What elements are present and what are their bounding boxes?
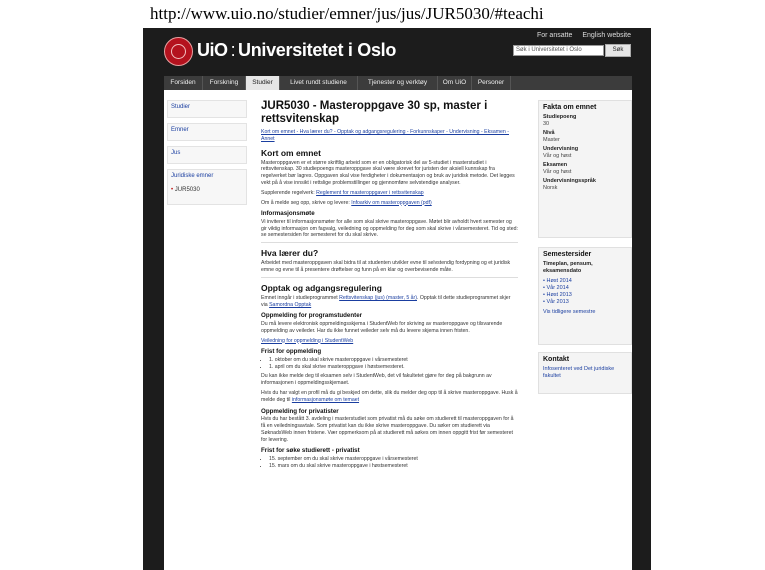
frist-list bbox=[261, 357, 518, 371]
opptak-text-1: Emnet inngår i studieprogrammet bbox=[261, 294, 338, 301]
link-english-website[interactable]: English website bbox=[582, 32, 631, 39]
fact-label: Undervisningsspråk bbox=[543, 178, 596, 184]
university-name[interactable]: Universitetet i Oslo bbox=[238, 40, 397, 60]
infoark-link[interactable]: Infoarkiv om masteroppgaven (pdf) bbox=[351, 199, 432, 206]
divider bbox=[261, 277, 518, 278]
main-nav bbox=[164, 76, 632, 90]
contact-box bbox=[538, 352, 632, 394]
list-item: • 15. september om du skal skrive masteroppgave i vårsemesteret bbox=[269, 456, 518, 463]
heading-opptak: Opptak og adgangsregulering bbox=[261, 282, 382, 293]
heading-kort-om-emnet: Kort om emnet bbox=[261, 147, 321, 158]
fact-item bbox=[543, 178, 627, 192]
previous-semesters-link[interactable]: Vis tidligere semestre bbox=[543, 309, 596, 315]
uio-seal-logo[interactable] bbox=[164, 37, 193, 66]
quick-links[interactable]: Kort om emnet - Hva lærer du? - Opptak og adgangsregulering - Forkunnskaper - Undervisning - Eksamen - Annet bbox=[261, 129, 509, 142]
semester-title: Semestersider bbox=[543, 251, 592, 258]
samordna-opptak-link[interactable]: Samordna Opptak bbox=[269, 301, 312, 308]
tab-studier[interactable]: Studier bbox=[246, 76, 280, 90]
facts-title: Fakta om emnet bbox=[543, 104, 597, 111]
left-nav-emner[interactable]: Emner bbox=[167, 123, 247, 141]
fact-item bbox=[543, 114, 627, 128]
profil-text: Hvis du har valgt en profil må du gi beskjed om dette, slik du melder deg opp til å skrive masteroppgave. Husk å melde deg til bbox=[261, 390, 518, 403]
fact-value: Vår og høst bbox=[543, 169, 572, 175]
fact-value: Norsk bbox=[543, 185, 558, 191]
semester-subtitle: Timeplan, pensum, eksamensdato bbox=[543, 261, 593, 274]
left-nav-juridiske-emner bbox=[167, 169, 247, 205]
melde-label: Om å melde seg opp, skrive og levere: bbox=[261, 199, 350, 206]
fact-value: Master bbox=[543, 137, 560, 143]
paragraph-opptak bbox=[261, 295, 518, 309]
paragraph-kort-om-emnet: Masteroppgaven er et større skriftlig arbeid som er en obligatorisk del av 5-studiet i masterstudiet i rettsvitenskap. 30 studiepoengs masteroppgave skal være skrevet for juristen der aksiell kunnskap fra regelverket bør lagres. Oppgaven skal vise ferdigheter i dokumentasjon og bruk av juridisk metode. Det legges vekt på å vise innsikt i rettslige problemstillinger og gjennomføre selvstendige analyser. bbox=[261, 159, 515, 186]
contact-title: Kontakt bbox=[543, 356, 570, 363]
semester-box bbox=[538, 247, 632, 345]
veiledning-link[interactable]: Veiledning for oppmelding i StudentWeb bbox=[261, 337, 354, 344]
left-nav-current-label: JUR5030 bbox=[174, 187, 200, 193]
top-links bbox=[529, 32, 631, 39]
paragraph-privatister: Hvis du har bestått 3. avdeling i masterstudiet som privatist må du søke om studierett til masteroppgaven for å få en veiledningsavtale. Som privatist kan du ikke skrive masteroppgave. Du søker om studierett via SøknadsWeb innen fristene. Vær oppmerksom på at studierett må søkes om innen oppgitt frist før semesteret for levering. bbox=[261, 416, 514, 443]
contact-link[interactable]: Infosenteret ved Det juridiske fakultet bbox=[543, 366, 615, 379]
tab-forskning[interactable]: Forskning bbox=[203, 76, 246, 90]
semester-link-host-2014[interactable]: • Høst 2014 bbox=[543, 278, 572, 284]
page-title: JUR5030 - Masteroppgave 30 sp, master i rettsvitenskap bbox=[261, 100, 488, 125]
fact-value: 30 bbox=[543, 121, 550, 127]
left-nav-studier[interactable]: Studier bbox=[167, 100, 247, 118]
fact-item bbox=[543, 162, 627, 176]
site-header bbox=[143, 28, 651, 73]
paragraph-hva-laerer-du: Arbeidet med masteroppgaven skal bidra til at studenten utvikler evne til selvstendig fordypning og et juridisk emne og evne til å presentere drøftelser og funn på en klar og overbevisende måte. bbox=[261, 260, 511, 274]
melde-skrive-levere bbox=[261, 200, 518, 207]
list-item: • 1. april om du skal skrive masteroppgave i høstsemesteret. bbox=[269, 364, 518, 371]
fact-item bbox=[543, 130, 627, 144]
informasjonsmote-link[interactable]: informasjonsmøte om temaet bbox=[291, 396, 360, 403]
tab-forsiden[interactable]: Forsiden bbox=[164, 76, 203, 90]
heading-oppmelding-program: Oppmelding for programstudenter bbox=[261, 312, 363, 320]
semester-link-host-2013[interactable]: • Høst 2013 bbox=[543, 292, 572, 298]
heading-oppmelding-privatister: Oppmelding for privatister bbox=[261, 407, 339, 415]
studierett-list bbox=[261, 456, 518, 470]
heading-informasjonsmote: Informasjonsmøte bbox=[261, 210, 315, 218]
browser-viewport bbox=[143, 28, 651, 570]
bullet-icon: • bbox=[171, 187, 174, 193]
left-nav-current bbox=[171, 187, 243, 193]
fact-item bbox=[543, 146, 627, 160]
tab-tjenester-og-verktoy[interactable]: Tjenester og verktøy bbox=[358, 76, 438, 90]
tab-livet-rundt-studiene[interactable]: Livet rundt studiene bbox=[280, 76, 358, 90]
supplerende-regelverk bbox=[261, 190, 518, 197]
fact-label: Studiepoeng bbox=[543, 114, 577, 120]
page-content bbox=[164, 90, 632, 570]
fact-label: Eksamen bbox=[543, 162, 568, 168]
rettsvitenskap-link[interactable]: Rettsvitenskap (jus) (master, 5 år) bbox=[339, 294, 417, 301]
heading-frist-oppmelding: Frist for oppmelding bbox=[261, 348, 322, 356]
fact-label: Nivå bbox=[543, 130, 555, 136]
left-nav-juridiske-emner-link[interactable]: Juridiske emner bbox=[171, 173, 214, 179]
tab-personer[interactable]: Personer bbox=[472, 76, 511, 90]
link-for-ansatte[interactable]: For ansatte bbox=[536, 32, 573, 39]
heading-hva-laerer-du: Hva lærer du? bbox=[261, 248, 319, 259]
paragraph-oppmelding-program: Du må levere elektronisk oppmeldingsskjema i StudentWeb for skriving av masteroppgave og tilsvarende oppmelding av veileder. Har du ikke funnet veileder selv må du levere skjema innen fristen. bbox=[261, 320, 503, 334]
left-nav-jus[interactable]: Jus bbox=[167, 146, 247, 164]
search-button[interactable]: Søk bbox=[605, 44, 631, 57]
semester-link-var-2013[interactable]: • Vår 2013 bbox=[543, 299, 569, 305]
tab-om-uio[interactable]: Om UiO bbox=[438, 76, 472, 90]
heading-frist-studierett: Frist for søke studierett - privatist bbox=[261, 447, 360, 455]
search-input[interactable]: Søk i Universitetet i Oslo bbox=[513, 45, 604, 56]
semester-link-var-2014[interactable]: • Vår 2014 bbox=[543, 285, 569, 291]
uio-logo-text[interactable]: UiO : bbox=[197, 40, 236, 60]
fact-value: Vår og høst bbox=[543, 153, 572, 159]
facts-box bbox=[538, 100, 632, 238]
opptak-text-2: . Opptak til dette studieprogrammet skjer via bbox=[261, 294, 511, 308]
fact-label: Undervisning bbox=[543, 146, 579, 152]
regelverk-label: Supplerende regelverk: bbox=[261, 189, 315, 196]
list-item: • 1. oktober om du skal skrive masteroppgave i vårsemesteret bbox=[269, 357, 518, 364]
regelverk-link[interactable]: Reglement for masteroppgaver i rettsvitenskap bbox=[316, 189, 424, 196]
paragraph-informasjonsmote: Vi inviterer til informasjonsmøter for alle som skal skrive masteroppgave. Møtet blir avholdt hvert semester og gir viktig informasjon om fagvalg, veiledning og oppmelding for deg som skal skrive i vårsemesteret. Tid og sted: se semestersiden for semesteret for du skal skrive. bbox=[261, 218, 518, 239]
list-item: • 15. mars om du skal skrive masteroppgave i høstsemesteret bbox=[269, 463, 518, 470]
divider bbox=[261, 242, 518, 243]
address-bar-url[interactable]: http://www.uio.no/studier/emner/jus/jus/JUR5030/#teachi bbox=[150, 4, 544, 23]
paragraph-studentweb: Du kan ikke melde deg til eksamen selv i StudentWeb, det vil fakultetet gjøre for deg på bakgrunn av informasjonen i oppmeldingsskjemaet. bbox=[261, 373, 492, 387]
paragraph-profil bbox=[261, 390, 518, 404]
main-article bbox=[261, 100, 518, 472]
